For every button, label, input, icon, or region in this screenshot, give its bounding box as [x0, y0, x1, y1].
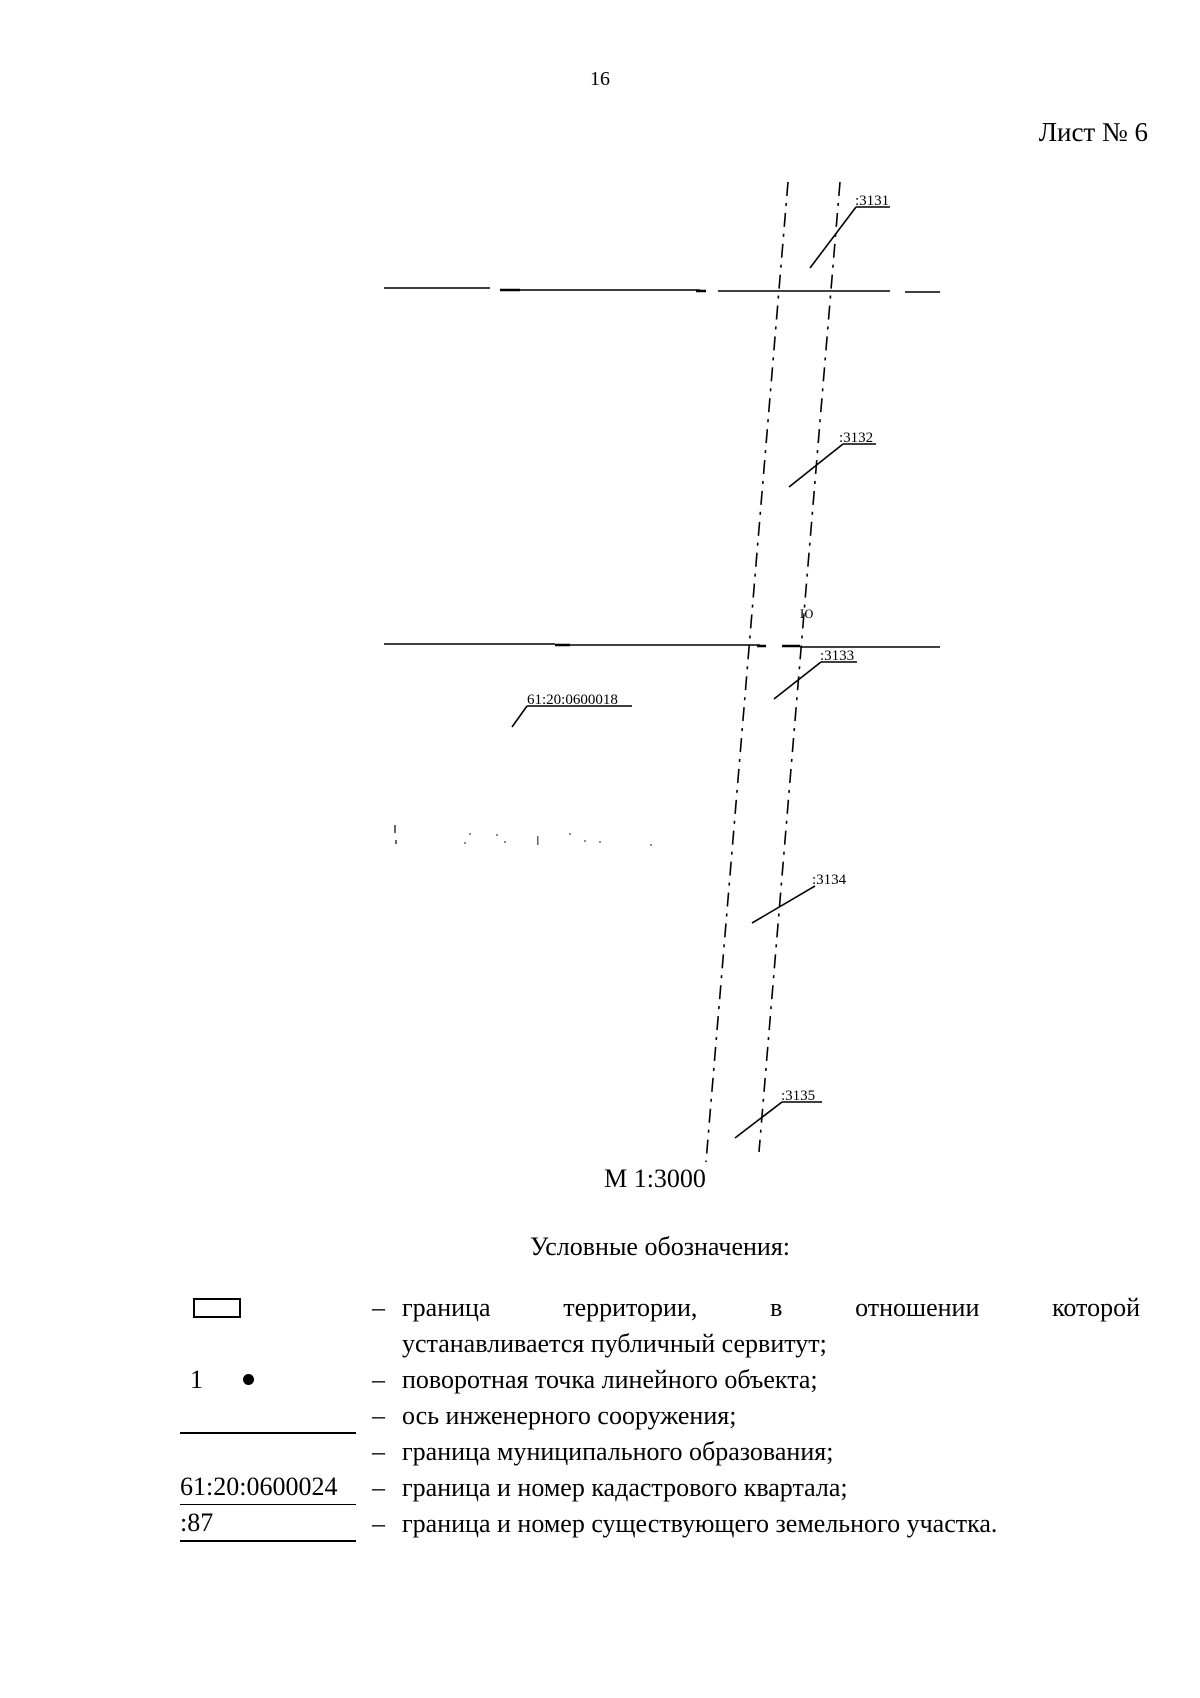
legend-text: ось инженерного сооружения;	[402, 1401, 737, 1430]
parcel-label: :3135	[781, 1088, 816, 1104]
point-dot-icon	[243, 1374, 254, 1385]
turning-point-symbol	[180, 1362, 358, 1398]
municipal-boundary-middle	[384, 644, 940, 647]
legend-text: граница муниципального образования;	[402, 1437, 834, 1466]
solid-line-icon	[180, 1432, 356, 1434]
municipal-boundary-top	[384, 288, 940, 292]
legend-dash: –	[372, 1437, 385, 1466]
cadastral-quarter-label: 61:20:0600018	[527, 692, 618, 708]
legend-text: поворотная точка линейного объекта;	[402, 1365, 818, 1394]
small-mark: Ю	[800, 606, 814, 621]
legend	[180, 1290, 1140, 1542]
faint-marks	[394, 825, 652, 846]
easement-symbol	[180, 1290, 358, 1326]
land-parcel-symbol	[180, 1506, 358, 1542]
legend-symbol-empty	[180, 1326, 358, 1362]
page-number: 16	[590, 68, 610, 90]
legend-dash: –	[372, 1509, 385, 1538]
legend-text: граница и номер существующего земельного участка.	[402, 1509, 998, 1538]
structure-axis-symbol	[180, 1398, 358, 1434]
parcel-label: :3133	[820, 648, 855, 664]
legend-item-easement	[180, 1290, 1140, 1326]
cadastral-quarter-symbol	[180, 1470, 358, 1506]
parcel-label: :3131	[855, 193, 890, 209]
legend-dash: –	[372, 1365, 385, 1394]
parcel-label: :3134	[812, 872, 847, 888]
easement-boundary	[706, 182, 840, 1162]
legend-item-cadastral-quarter	[180, 1470, 1140, 1506]
scale-label: М 1:3000	[604, 1164, 706, 1193]
legend-item-structure-axis	[180, 1398, 1140, 1434]
legend-dash: –	[372, 1473, 385, 1502]
legend-item-land-parcel	[180, 1506, 1140, 1542]
parcel-number: :87	[180, 1506, 356, 1542]
legend-text: граница территории, в отношении которой	[402, 1293, 1140, 1322]
point-number: 1	[190, 1365, 203, 1394]
legend-text: граница и номер кадастрового квартала;	[402, 1473, 848, 1502]
legend-title: Условные обозначения:	[529, 1232, 791, 1261]
parcel-label: :3132	[839, 430, 874, 446]
legend-item-turning-point	[180, 1362, 1140, 1398]
legend-dash: –	[372, 1401, 385, 1430]
quarter-number: 61:20:0600024	[180, 1470, 356, 1505]
legend-item-municipal-boundary	[180, 1434, 1140, 1470]
legend-text: устанавливается публичный сервитут;	[402, 1329, 827, 1358]
legend-item-easement-cont	[180, 1326, 1140, 1362]
rectangle-icon	[193, 1298, 241, 1318]
sheet-label: Лист № 6	[1038, 117, 1148, 147]
legend-dash: –	[372, 1293, 385, 1322]
parcel-leaders	[512, 207, 890, 1138]
municipal-boundary-symbol	[180, 1434, 358, 1470]
